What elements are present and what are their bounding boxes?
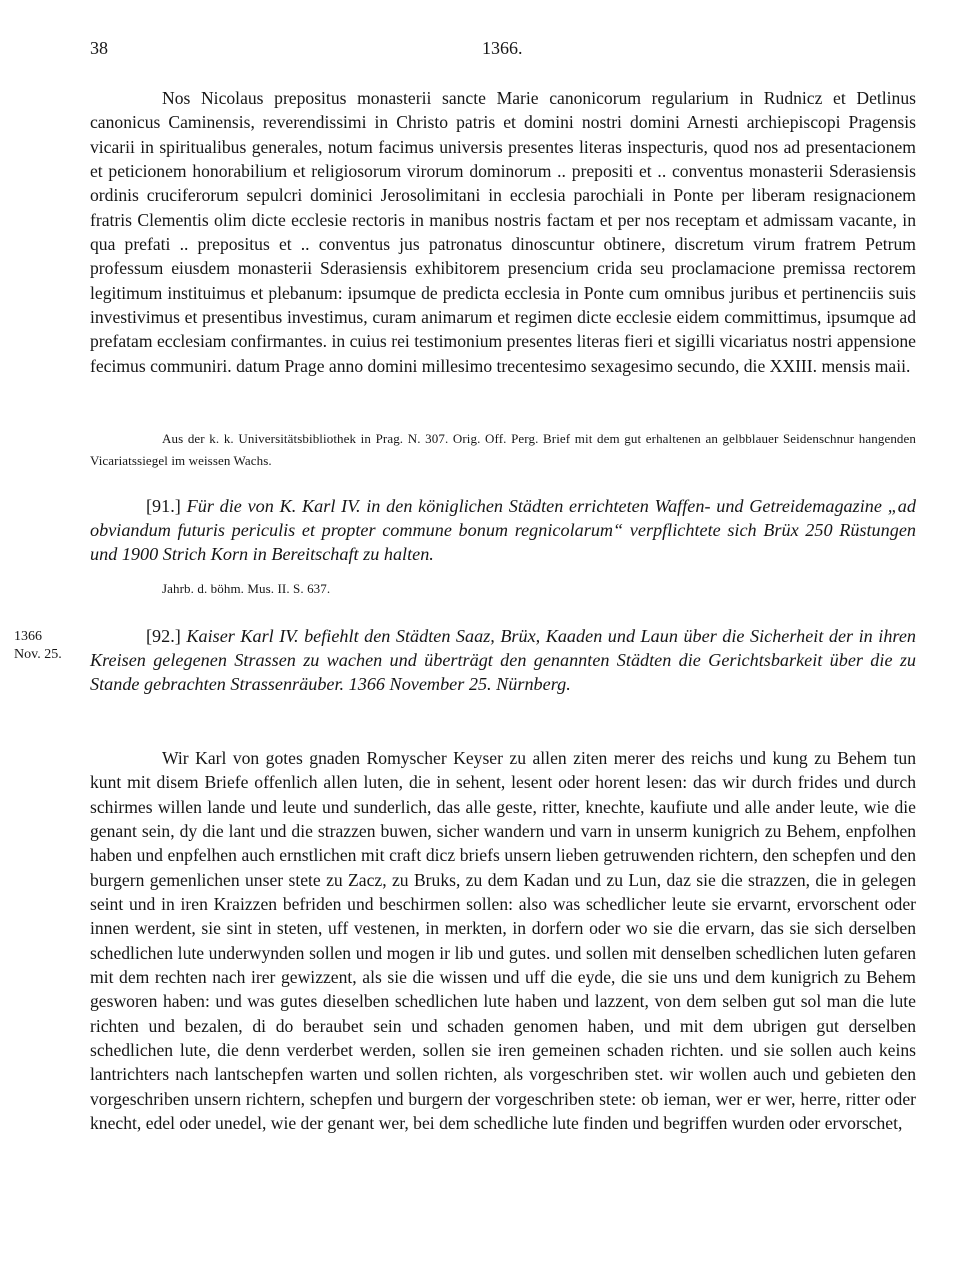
regest-91-heading: Für die von K. Karl IV. in den königlichen Städten errichteten Waffen- und Getreidemagazine „ad obviandum futuris periculis et propter commune bonum regnicolarum“ verpflichtete sich Brüx 250 Rüstungen und 1900 Strich Korn in Bereitschaft zu halten. xyxy=(90,496,916,565)
regest-91-number: [91.] xyxy=(146,496,181,516)
running-head-year: 1366. xyxy=(482,38,523,58)
regest-92-heading: Kaiser Karl IV. befiehlt den Städten Saaz, Brüx, Kaaden und Laun über die Sicherheit der in ihren Kreisen gelegenen Strassen zu wachen und überträgt den genannten Städten die Gerichtsbarkeit über die zu Stande gebrachten Strassenräuber. 1366 November 25. Nürnberg. xyxy=(90,626,916,695)
margin-year: 1366 xyxy=(14,629,42,644)
regest-91 xyxy=(90,494,916,567)
charter-92-text: Wir Karl von gotes gnaden Romyscher Keyser zu allen ziten merer des reichs und kung zu Behem tun kunt mit disem Briefe offenlich allen luten, die in sehent, lesent oder horent lesen: das wir durch frides und durch schirmes willen lande und leute und sunderlich, das alle geste, ritter, knechte, kaufiute und alle ander leute, wie die genant sein, dy die lant und die strazzen buwen, sicher wandern und varn in unserm kunigrich zu Behem, enpfolhen haben und enpfelhen auch ernstlichen mit craft dicz briefs unsern lieben getruwenden richtern, den schepfen und den burgern gemenlichen unser stete zu Zacz, zu Bruks, zu dem Kadan und zu Lun, daz sie die strazzen, die in gelegen seint und in iren Kraizzen befriden und beschirmen sollen: also was schedlicher leute sie ervarnt, ervorschent oder innen werdent, sie sint in steten, uff vestenen, in merkten, in dorfern oder wo sie die ervarn, das sie sich derselben schedlichen lute underwynden sollen und mogen ir lib und gutes. und sollen mit denselben schedlichen luten gefaren mit dem rechten nach irer gewizzent, als sie die wissen und uff die eyde, die sie uns und dem kunigrich zu Behem gesworen haben: und was gutes dieselben schedlichen lute haben und lazzent, von dem selben gut sol man die lute richten und bezalen, di do beraubet sein und schaden genomen haben, und mit dem ubrigen gut derselben schedlichen lute, die denn verderbet werden, sollen sie iren gemeinen schaden richten. und sie sollen auch keins lantrichters nach lantschepfen warten und sollen richten, als vorgeschriben stet. wir wollen auch und gebieten den vorgeschriben unsern richtern, schepfen und burgern der vorgeschriben stete: ob ieman, wer er wer, herre, ritter oder knecht, edel oder unedel, wie der genant wer, bei dem schedliche lute finden und begriffen wurden oder ervorschet, xyxy=(90,748,916,1134)
regest-92-number: [92.] xyxy=(146,626,181,646)
regest-91-source: Jahrb. d. böhm. Mus. II. S. 637. xyxy=(162,581,331,596)
margin-note xyxy=(14,628,62,664)
charter-90-text: Nos Nicolaus prepositus monasterii sancte Marie canonicorum regularium in Rudnicz et Detlinus canonicus Caminensis, reverendissimi in Christo patris et domini nostri domini Arnesti archiepiscopi Pragensis vicarii in spiritualibus generales, notum facimus universis presentes literas inspecturis, quod nos ad presentacionem et peticionem honorabilium et religiosorum virorum dominorum .. prepositi et .. conventus monasterii Sderasiensis ordinis cruciferorum sepulcri dominici Jerosolimitani in ecclesia parochiali in Ponte per liberam resignacionem fratris Clementis olim dicte ecclesie rectoris in manibus nostris factam et per nos receptam et admissam vacante, in qua prefati .. prepositus et .. conventus jus patronatus dinoscuntur obtinere, discretum virum fratrem Petrum professum eiusdem monasterii Sderasiensis exhibitorem presencium crida seu proclamacione premissa rectorem legitimum instituimus et plebanum: ipsumque de predicta ecclesia in Ponte cum omnibus juribus et pertinenciis suis investivimus et presentibus investimus, curam animarum et regimen dicte ecclesie eidem committimus, ipsumque ad prefatam ecclesiam confirmantes. in cuius rei testimonium presentes literas fieri et sigilli vicariatus nostri appensione fecimus communiri. datum Prage anno domini millesimo trecentesimo sexagesimo secundo, die XXIII. mensis maii. xyxy=(90,88,916,376)
regest-92 xyxy=(90,624,916,697)
margin-date: Nov. 25. xyxy=(14,647,62,662)
charter-90-source-note: Aus der k. k. Universitätsbibliothek in Prag. N. 307. Orig. Off. Perg. Brief mit dem gut erhaltenen an gelbblauer Seidenschnur hangenden Vicariatssiegel im weissen Wachs. xyxy=(90,431,916,468)
page-number: 38 xyxy=(90,38,108,58)
